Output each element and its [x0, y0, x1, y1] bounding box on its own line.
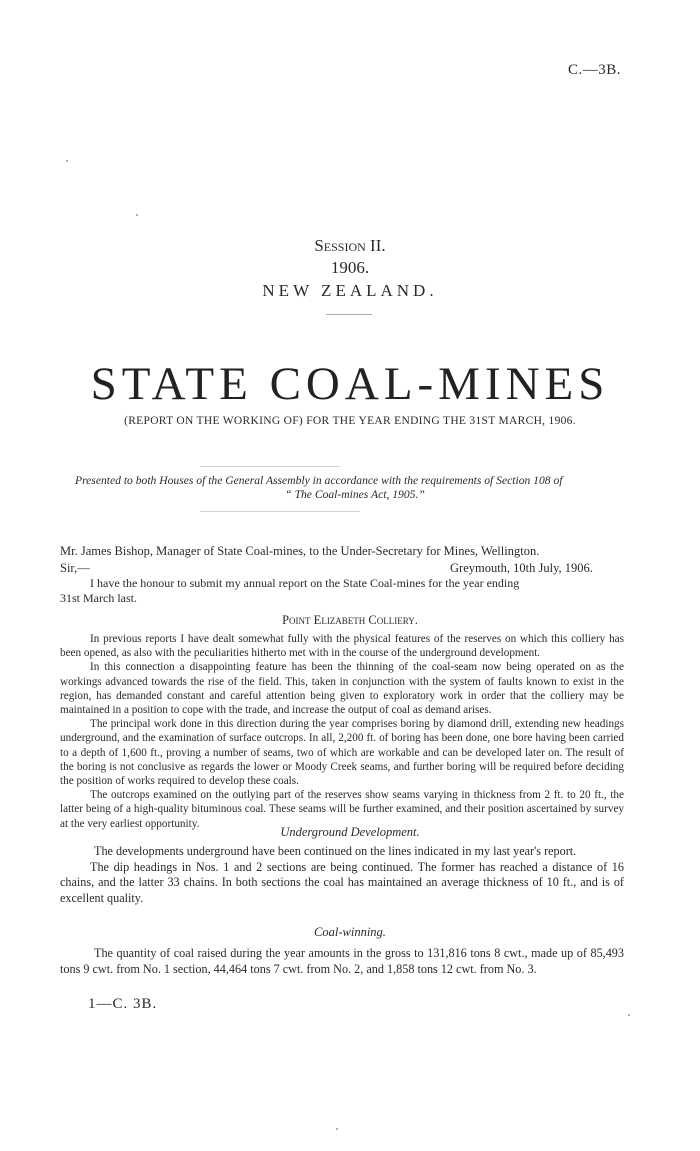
- divider: [200, 511, 360, 512]
- intro-line-1: I have the honour to submit my annual report on the State Coal-mines for the year ending: [90, 576, 520, 590]
- divider: [200, 466, 340, 467]
- coal-winning-paragraph: The quantity of coal raised during the year amounts in the gross to 131,816 tons 8 cwt., made up of 85,493 tons 9 cwt. from No. 1 section, 44,464 tons 7 cwt. from No. 2, and 1,858 tons 12 cwt. from No. 3.: [60, 946, 624, 976]
- intro-line-2: 31st March last.: [60, 591, 137, 605]
- colliery-paragraph: The principal work done in this direction during the year comprises boring by diamond drill, extending new headings underground, and the examination of surface outcrops. In all, 2,200 ft. of boring has been done, one bore having been carried to a depth of 1,600 ft., proving a number of seams, two of which are workable and can be developed later on. The result of the boring is not conclusive as regards the lower or Moody Creek seams, and further boring will be required before deciding the position of works required to develop these coals.: [60, 718, 624, 788]
- place-date: Greymouth, 10th July, 1906.: [450, 561, 593, 575]
- session-year: 1906.: [330, 258, 370, 277]
- document-subtitle: (REPORT ON THE WORKING OF) FOR THE YEAR ENDING THE 31ST MARCH, 1906.: [124, 415, 576, 427]
- address-line: Mr. James Bishop, Manager of State Coal-mines, to the Under-Secretary for Mines, Wellington.: [60, 544, 540, 558]
- salutation: Sir,—: [60, 561, 90, 575]
- presented-line-2: “ The Coal-mines Act, 1905.”: [285, 488, 425, 501]
- section-heading-coal-winning: Coal-winning.: [314, 925, 386, 939]
- colliery-paragraph: In this connection a disappointing feature has been the thinning of the coal-seam now being operated on as the workings advanced towards the rise of the field. This, taken in conjunction with the system of faults known to exist in the region, has demanded constant and careful attention being given to exploratory work in order that the colliery may be maintained in a position to cope with the trade, and increase the output of coal as demand arises.: [60, 661, 624, 717]
- divider: [326, 314, 372, 315]
- section-heading-underground: Underground Development.: [280, 825, 420, 839]
- underground-paragraph: The developments underground have been continued on the lines indicated in my last year's report.: [94, 844, 577, 858]
- presented-line-1: Presented to both Houses of the General Assembly in accordance with the requirements of Section 108 of: [75, 474, 563, 487]
- session-line: Session II.: [314, 236, 386, 255]
- page-signature: 1—C. 3B.: [88, 996, 158, 1012]
- section-heading-colliery: Point Elizabeth Colliery.: [282, 613, 418, 627]
- colliery-paragraph: The outcrops examined on the outlying part of the reserves show seams varying in thickness from 2 ft. to 20 ft., the latter being of a high-quality bituminous coal. These seams will be further examined, and their position ascertained by survey at the very earliest opportunity.: [60, 789, 624, 830]
- scan-speck: [66, 160, 68, 162]
- coal-winning-section: [60, 946, 624, 977]
- scan-speck: [628, 1014, 630, 1016]
- colliery-paragraph: In previous reports I have dealt somewhat fully with the physical features of the reserves on which this colliery has been opened, as also with the peculiarities hitherto met with in the course of the underground development.: [60, 633, 624, 660]
- scan-speck: [136, 214, 138, 216]
- country-title: NEW ZEALAND.: [262, 281, 438, 300]
- document-reference: C.—3B.: [568, 62, 622, 78]
- underground-paragraph: The dip headings in Nos. 1 and 2 sections are being continued. The former has reached a distance of 16 chains, and the latter 33 chains. In both sections the coal has maintained an average thickness of 10 ft., and is of excellent quality.: [60, 859, 624, 905]
- scan-speck: [336, 1128, 338, 1130]
- document-title: STATE COAL-MINES: [90, 358, 610, 410]
- underground-section: [60, 844, 624, 906]
- colliery-section: [60, 632, 624, 831]
